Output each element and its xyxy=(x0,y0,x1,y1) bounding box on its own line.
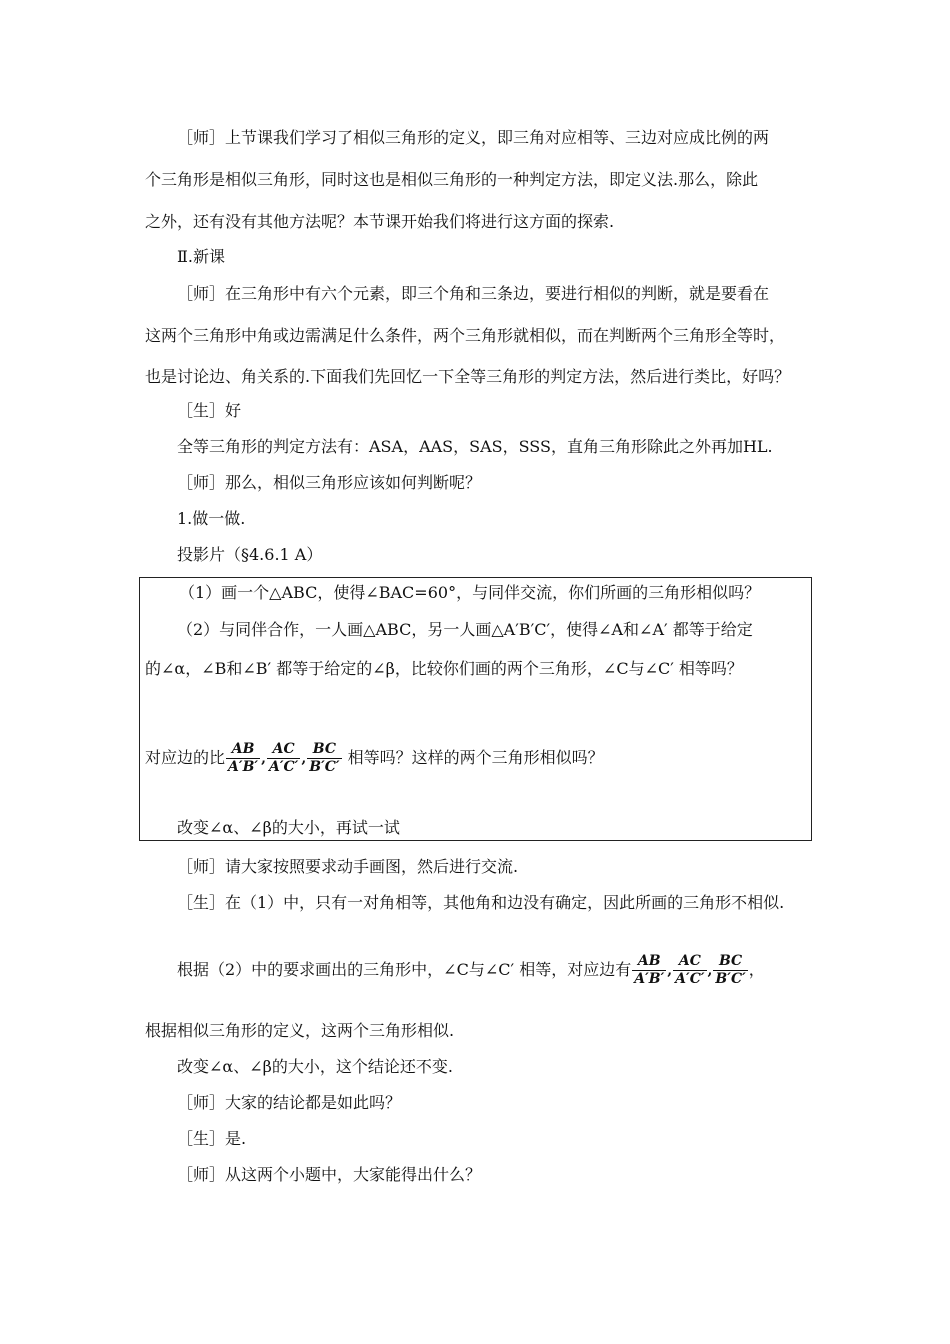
teacher-line-2: ［师］那么，相似三角形应该如何判断呢？ xyxy=(177,473,482,492)
answer-fraction-bc: $\frac{BC}{B'C'}$ xyxy=(715,953,746,988)
slide-label: 投影片（§4.6.1 A） xyxy=(177,545,323,564)
answer-fractions: $\frac{AB}{A'B'}$ , $\frac{AC}{A'C'}$ , $\frac{BC}{B'C'}$ xyxy=(634,953,746,988)
section-heading: Ⅱ.新课 xyxy=(177,247,225,266)
ratio-prefix: 对应边的比 xyxy=(145,748,226,767)
student-line-1: ［生］好 xyxy=(177,401,242,420)
teacher-line-1a: ［师］在三角形中有六个元素，即三个角和三条边，要进行相似的判断，就是要看在 xyxy=(177,284,770,303)
ratio-question xyxy=(145,730,604,787)
student-line-2b xyxy=(177,942,765,999)
ratio-fractions: $\frac{AB}{A'B'}$ , $\frac{AC}{A'C'}$ , $\frac{BC}{B'C'}$ xyxy=(228,741,340,776)
intro-line-2: 个三角形是相似三角形，同时这也是相似三角形的一种判定方法，即定义法.那么，除此 xyxy=(145,170,759,189)
student-line-3: ［生］是. xyxy=(177,1129,247,1148)
teacher-line-3: ［师］请大家按照要求动手画图，然后进行交流. xyxy=(177,857,519,876)
intro-line-3: 之外，还有没有其他方法呢？本节课开始我们将进行这方面的探索. xyxy=(145,212,615,231)
question-2-line-1: （2）与同伴合作，一人画△ABC，另一人画△A′B′C′，使得∠A和∠A′ 都等于给定 xyxy=(177,620,753,639)
answer-fraction-ab: $\frac{AB}{A'B'}$ xyxy=(634,953,665,988)
answer-fraction-ac: $\frac{AC}{A'C'}$ xyxy=(675,953,705,988)
student-2b-prefix: 根据（2）中的要求画出的三角形中，∠C与∠C′ 相等，对应边有 xyxy=(177,960,632,979)
ratio-suffix: 相等吗？这样的两个三角形相似吗？ xyxy=(342,748,604,767)
slide-box xyxy=(139,577,812,841)
fraction-bc: $\frac{BC}{B'C'}$ xyxy=(309,741,340,776)
teacher-line-1c: 也是讨论边、角关系的.下面我们先回忆一下全等三角形的判定方法，然后进行类比，好吗？ xyxy=(145,367,791,386)
fraction-ac: $\frac{AC}{A'C'}$ xyxy=(268,741,299,776)
fraction-ab: $\frac{AB}{A'B'}$ xyxy=(228,741,259,776)
student-2b-suffix: ， xyxy=(748,960,765,979)
student-line-2d: 改变∠α、∠β的大小，这个结论还不变. xyxy=(177,1057,453,1076)
question-1: （1）画一个△ABC，使得∠BAC=60°，与同伴交流，你们所画的三角形相似吗？ xyxy=(179,583,761,602)
teacher-line-4: ［师］大家的结论都是如此吗？ xyxy=(177,1093,402,1112)
item-1-heading: 1.做一做. xyxy=(177,509,246,528)
student-line-2: ［生］在（1）中，只有一对角相等，其他角和边没有确定，因此所画的三角形不相似. xyxy=(177,893,785,912)
question-2-line-2: 的∠α，∠B和∠B′ 都等于给定的∠β，比较你们画的两个三角形，∠C与∠C′ 相等吗？ xyxy=(145,659,743,678)
teacher-line-5: ［师］从这两个小题中，大家能得出什么？ xyxy=(177,1165,482,1184)
teacher-line-1b: 这两个三角形中角或边需满足什么条件，两个三角形就相似，而在判断两个三角形全等时， xyxy=(145,326,786,345)
intro-line-1: ［师］上节课我们学习了相似三角形的定义，即三角对应相等、三边对应成比例的两 xyxy=(177,128,770,147)
change-angles: 改变∠α、∠β的大小，再试一试 xyxy=(177,818,400,837)
student-line-2c: 根据相似三角形的定义，这两个三角形相似. xyxy=(145,1021,455,1040)
congruence-methods: 全等三角形的判定方法有：ASA，AAS，SAS，SSS，直角三角形除此之外再加HL. xyxy=(177,437,773,456)
